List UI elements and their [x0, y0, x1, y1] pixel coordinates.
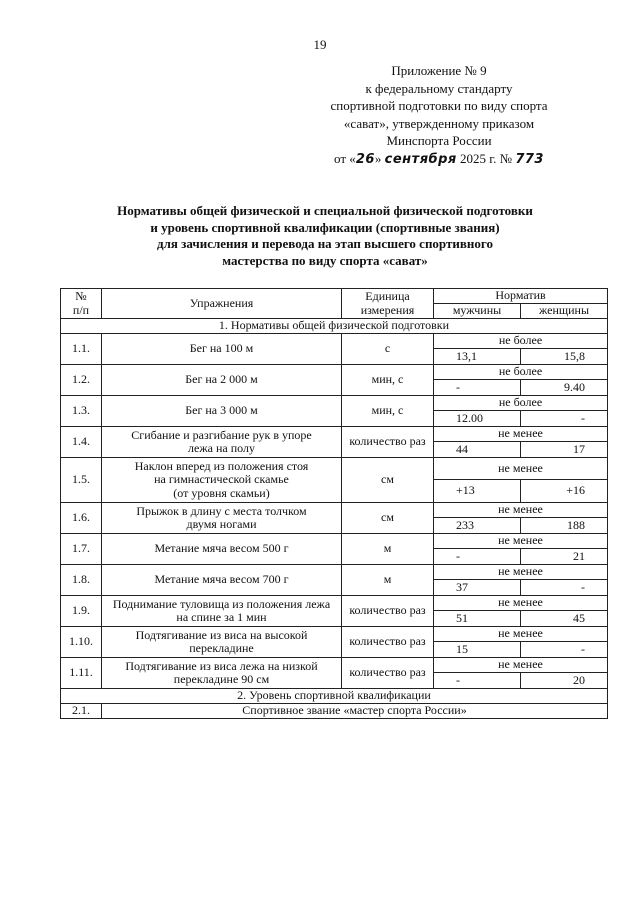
header-norm: Норматив — [434, 289, 608, 304]
exercise-name-line: Бег на 100 м — [189, 341, 254, 356]
row-number: 1.8. — [61, 565, 102, 596]
header-number: № п/п — [61, 289, 102, 319]
page-number: 19 — [313, 37, 327, 52]
men-value: 233 — [434, 518, 521, 534]
unit-cell: м — [342, 565, 434, 596]
women-value: - — [521, 411, 608, 427]
exercise-name-line: Прыжок в длину с места толчком — [136, 503, 307, 518]
exercise-name-line: перекладине 90 см — [173, 672, 270, 686]
women-value: +16 — [521, 480, 608, 503]
row-number: 1.7. — [61, 534, 102, 565]
order-quote: » — [374, 150, 382, 166]
unit-cell: мин, с — [342, 396, 434, 427]
appendix-line: Минспорта России — [386, 133, 492, 148]
table-row — [61, 365, 608, 380]
row-number: 1.5. — [61, 458, 102, 503]
exercise-name-line: лежа на полу — [188, 441, 255, 455]
exercise-name — [102, 365, 342, 396]
exercise-name-line: двумя ногами — [186, 517, 257, 531]
men-value: +13 — [434, 480, 521, 503]
table-row — [61, 334, 608, 349]
unit-cell: количество раз — [342, 627, 434, 658]
women-value: 188 — [521, 518, 608, 534]
order-month-handwritten: сентября — [384, 151, 457, 167]
condition-cell: не более — [434, 365, 608, 380]
men-value: 37 — [434, 580, 521, 596]
condition-cell: не менее — [434, 565, 608, 580]
row-number: 1.4. — [61, 427, 102, 458]
table-row — [61, 427, 608, 442]
header-women: женщины — [521, 304, 608, 319]
title-line: Нормативы общей физической и специальной физической подготовки — [117, 203, 533, 218]
exercise-name-line: Бег на 2 000 м — [185, 372, 258, 387]
exercise-name — [102, 458, 342, 503]
table-row — [61, 503, 608, 518]
document-title — [60, 203, 590, 269]
women-value: 17 — [521, 442, 608, 458]
women-value: 45 — [521, 611, 608, 627]
women-value: - — [521, 580, 608, 596]
condition-cell: не менее — [434, 596, 608, 611]
condition-cell: не менее — [434, 427, 608, 442]
row-number: 1.3. — [61, 396, 102, 427]
row-number: 1.1. — [61, 334, 102, 365]
rank-title: Спортивное звание «мастер спорта России» — [102, 704, 608, 719]
appendix-header — [294, 62, 584, 168]
exercise-name-line: на спине за 1 мин — [176, 610, 267, 624]
men-value: 15 — [434, 642, 521, 658]
appendix-line: спортивной подготовки по виду спорта — [330, 98, 548, 113]
men-value: 12.00 — [434, 411, 521, 427]
appendix-line: к федеральному стандарту — [365, 80, 513, 96]
condition-cell: не более — [434, 334, 608, 349]
table-row — [61, 658, 608, 673]
table-row — [61, 565, 608, 580]
men-value: 44 — [434, 442, 521, 458]
table-row — [61, 396, 608, 411]
order-day-handwritten: 26 — [355, 151, 375, 167]
row-number: 1.9. — [61, 596, 102, 627]
unit-cell: количество раз — [342, 596, 434, 627]
men-value: - — [434, 380, 521, 396]
row-number: 1.6. — [61, 503, 102, 534]
title-line: мастерства по виду спорта «сават» — [222, 252, 428, 268]
row-number: 1.10. — [61, 627, 102, 658]
women-value: - — [521, 642, 608, 658]
exercise-name — [102, 334, 342, 365]
exercise-name — [102, 396, 342, 427]
exercise-name — [102, 427, 342, 458]
exercise-name-line: (от уровня скамьи) — [173, 485, 270, 500]
unit-cell: количество раз — [342, 658, 434, 689]
exercise-name-line: Подтягивание из виса на высокой — [135, 627, 308, 642]
exercise-name — [102, 565, 342, 596]
unit-cell: см — [342, 503, 434, 534]
women-value: 20 — [521, 673, 608, 689]
exercise-name-line: Сгибание и разгибание рук в упоре — [131, 427, 312, 442]
table-row — [61, 458, 608, 480]
exercise-name-line: перекладине — [189, 641, 254, 655]
women-value: 21 — [521, 549, 608, 565]
order-year: 2025 г. № — [460, 150, 513, 166]
condition-cell: не менее — [434, 503, 608, 518]
order-date-line — [294, 150, 584, 169]
table-row — [61, 627, 608, 642]
exercise-name-line: Бег на 3 000 м — [185, 403, 258, 418]
table-row — [61, 596, 608, 611]
exercise-name — [102, 596, 342, 627]
row-number: 1.11. — [61, 658, 102, 689]
condition-cell: не более — [434, 396, 608, 411]
exercise-name-line: Наклон вперед из положения стоя — [134, 458, 309, 473]
men-value: - — [434, 549, 521, 565]
section-row-general — [61, 319, 608, 334]
women-value: 9.40 — [521, 380, 608, 396]
exercise-name — [102, 534, 342, 565]
condition-cell: не менее — [434, 534, 608, 549]
norms-table — [60, 288, 608, 719]
section-title: 1. Нормативы общей физической подготовки — [61, 319, 608, 334]
unit-cell: с — [342, 334, 434, 365]
exercise-name-line: Метание мяча весом 700 г — [154, 572, 289, 587]
appendix-line: «сават», утвержденному приказом — [343, 115, 535, 131]
unit-cell: количество раз — [342, 427, 434, 458]
order-number-handwritten: 773 — [515, 151, 544, 167]
men-value: 13,1 — [434, 349, 521, 365]
row-number: 1.2. — [61, 365, 102, 396]
men-value: - — [434, 673, 521, 689]
exercise-name — [102, 658, 342, 689]
condition-cell: не менее — [434, 458, 608, 480]
section-row-qualification — [61, 689, 608, 704]
table-row — [61, 704, 608, 719]
table-row — [61, 534, 608, 549]
header-exercise: Упражнения — [102, 289, 342, 319]
condition-cell: не менее — [434, 627, 608, 642]
exercise-name — [102, 503, 342, 534]
unit-cell: мин, с — [342, 365, 434, 396]
row-number: 2.1. — [61, 704, 102, 719]
women-value: 15,8 — [521, 349, 608, 365]
exercise-name-line: Подтягивание из виса лежа на низкой — [125, 658, 318, 673]
exercise-name-line: на гимнастической скамье — [154, 472, 289, 487]
order-prefix: от « — [334, 150, 356, 166]
unit-cell: см — [342, 458, 434, 503]
header-men: мужчины — [434, 304, 521, 319]
unit-cell: м — [342, 534, 434, 565]
exercise-name — [102, 627, 342, 658]
appendix-line: Приложение № 9 — [391, 63, 487, 78]
section-title: 2. Уровень спортивной квалификации — [61, 689, 608, 704]
title-line: для зачисления и перевода на этап высшего спортивного — [157, 236, 493, 251]
title-line: и уровень спортивной квалификации (спортивные звания) — [150, 219, 500, 235]
condition-cell: не менее — [434, 658, 608, 673]
exercise-name-line: Метание мяча весом 500 г — [154, 541, 289, 556]
exercise-name-line: Поднимание туловища из положения лежа — [112, 596, 331, 611]
men-value: 51 — [434, 611, 521, 627]
header-unit: Единица измерения — [342, 289, 434, 319]
